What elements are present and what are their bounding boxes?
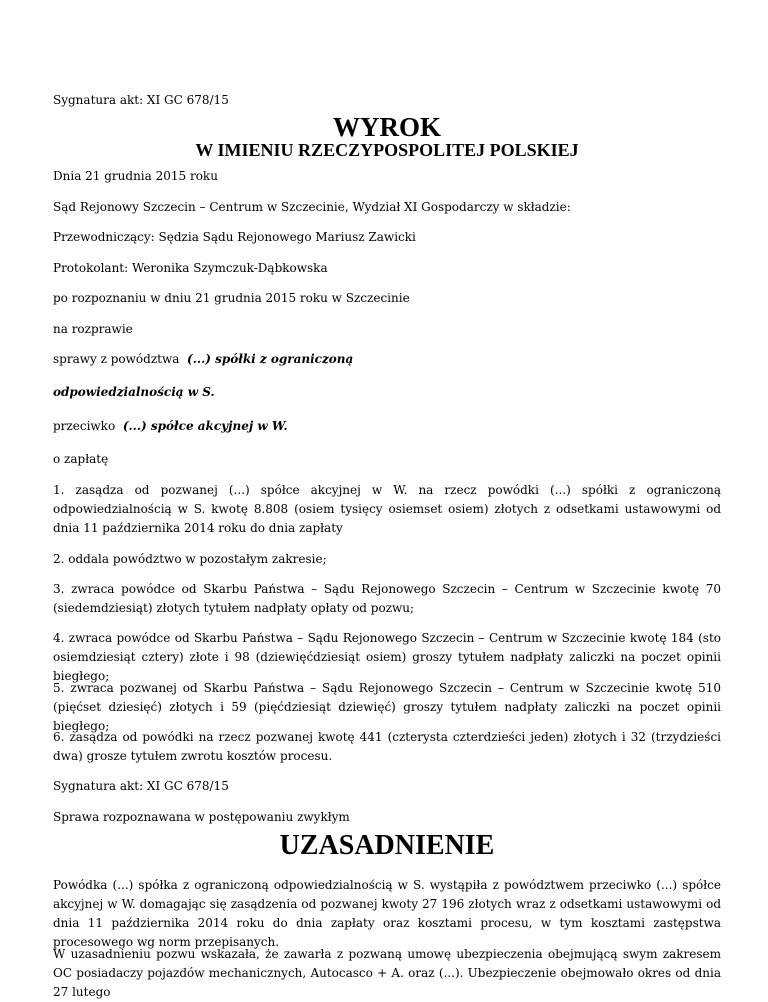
- court-composition: Sąd Rejonowy Szczecin – Centrum w Szczecinie, Wydział XI Gospodarczy w składzie:: [53, 200, 571, 214]
- defendant-prefix: przeciwko: [53, 419, 116, 433]
- justification-title: UZASADNIENIE: [279, 830, 495, 861]
- defendant-name: (...) spółce akcyjnej w W.: [122, 419, 288, 433]
- ruling-item-1: 1. zasądza od pozwanej (...) spółce akcyjnej w W. na rzecz powódki (...) spółki z ograniczoną odpowiedzialnością w S. kwotę 8.808 (osiem tysięcy osiemset osiem) złotych z odsetkami ustawowymi od dnia 11 października 2014 roku do dnia zapłaty: [53, 483, 721, 535]
- justification-signature: Sygnatura akt: XI GC 678/15: [53, 779, 229, 793]
- ruling-item-2: 2. oddala powództwo w pozostałym zakresie;: [53, 552, 327, 566]
- case-subject: o zapłatę: [53, 452, 109, 466]
- procedure-type: Sprawa rozpoznawana w postępowaniu zwykłym: [53, 810, 350, 824]
- plaintiff-line: [53, 350, 721, 369]
- plaintiff-prefix: sprawy z powództwa: [53, 352, 180, 366]
- case-signature: Sygnatura akt: XI GC 678/15: [53, 93, 229, 107]
- judgment-subtitle: W IMIENIU RZECZYPOSPOLITEJ POLSKIEJ: [195, 140, 579, 160]
- plaintiff-name-continued: odpowiedzialnością w S.: [53, 385, 215, 399]
- justification-paragraph-2: W uzasadnieniu pozwu wskazała, że zawarła z pozwaną umowę ubezpieczenia obejmującą swym zakresem OC posiadaczy pojazdów mechanicznych, Autocasco + A. oraz (...). Ubezpieczenie obejmowało okres od dnia 27 lutego: [53, 947, 721, 999]
- ruling-item-6: 6. zasądza od powódki na rzecz pozwanej kwotę 441 (czterysta czterdzieści jeden) złotych i 32 (trzydzieści dwa) grosze tytułem zwrotu kosztów procesu.: [53, 730, 721, 763]
- court-clerk: Protokolant: Weronika Szymczuk-Dąbkowska: [53, 261, 328, 275]
- ruling-item-3: 3. zwraca powódce od Skarbu Państwa – Sądu Rejonowego Szczecin – Centrum w Szczecinie kwotę 70 (siedemdziesiąt) złotych tytułem nadpłaty opłaty od pozwu;: [53, 582, 721, 615]
- ruling-item-4: 4. zwraca powódce od Skarbu Państwa – Sądu Rejonowego Szczecin – Centrum w Szczecinie kwotę 184 (sto osiemdziesiąt cztery) złote i 98 (dziewięćdziesiąt osiem) groszy tytułem nadpłaty zaliczki na poczet opinii biegłego;: [53, 631, 721, 683]
- judgment-title: WYROK: [333, 112, 441, 142]
- justification-paragraph-1: Powódka (...) spółka z ograniczoną odpowiedzialnością w S. wystąpiła z powództwem przeciwko (...) spółce akcyjnej w W. domagając się zasądzenia od pozwanej kwoty 27 196 złotych wraz z odsetkami ustawowymi od dnia 11 października 2014 roku do dnia zapłaty oraz kosztami procesu, w tym kosztami zastępstwa procesowego wg norm przepisanych.: [53, 878, 721, 949]
- defendant-line: [53, 417, 721, 436]
- ruling-item-5: 5. zwraca pozwanej od Skarbu Państwa – Sądu Rejonowego Szczecin – Centrum w Szczecinie kwotę 510 (pięćset dziesięć) złotych i 59 (pięćdziesiąt dziewięć) groszy tytułem nadpłaty zaliczki na poczet opinii biegłego;: [53, 681, 721, 733]
- session-type: na rozprawie: [53, 322, 133, 336]
- hearing-info: po rozpoznaniu w dniu 21 grudnia 2015 roku w Szczecinie: [53, 291, 410, 305]
- presiding-judge: Przewodniczący: Sędzia Sądu Rejonowego Mariusz Zawicki: [53, 230, 416, 244]
- judgment-date: Dnia 21 grudnia 2015 roku: [53, 169, 218, 183]
- plaintiff-name: (...) spółki z ograniczoną: [187, 352, 354, 366]
